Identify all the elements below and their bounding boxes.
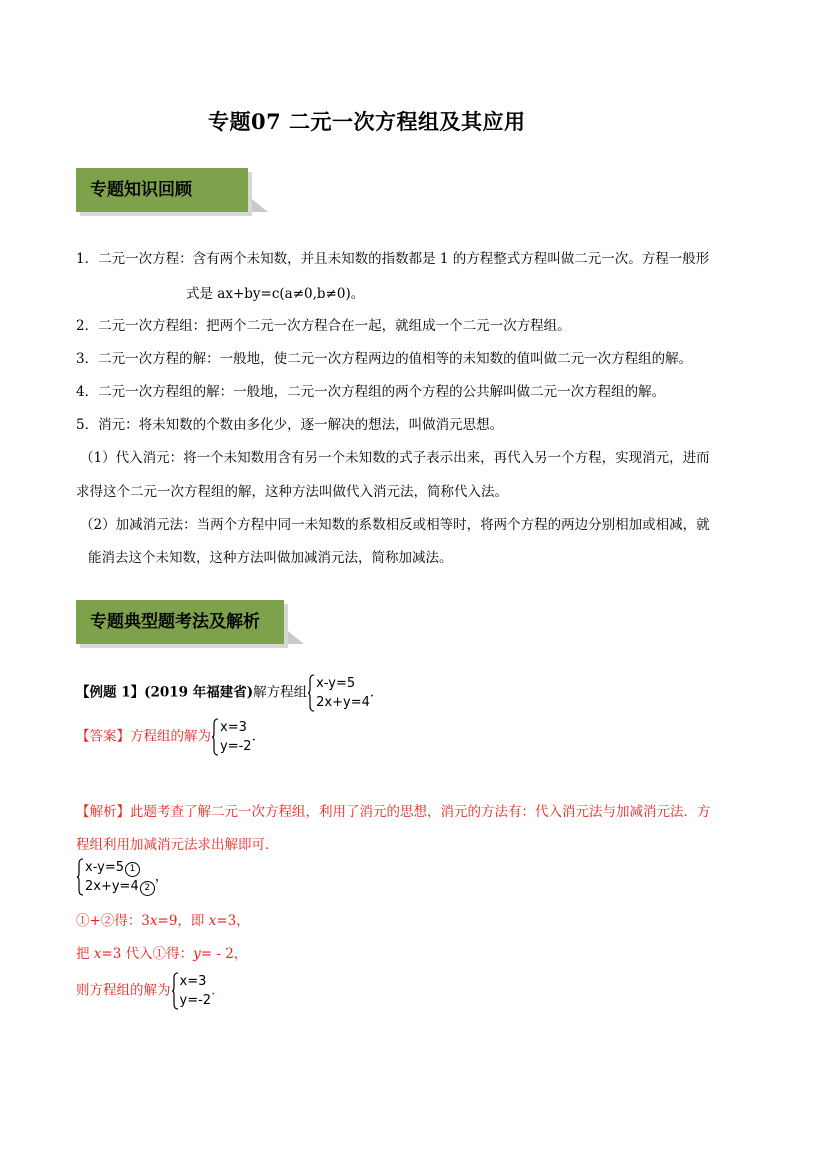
brace-icon (171, 972, 179, 1010)
item-5-1: （1）代入消元：将一个未知数用含有另一个未知数的式子表示出来，再代入另一个方程，实现消元，进而 (80, 450, 710, 466)
analysis-label: 【解析】 (76, 804, 130, 820)
analysis-line1 (76, 801, 711, 823)
analysis-step-3 (76, 972, 215, 1010)
banner-tail (284, 628, 304, 644)
analysis-conclusion: 则方程组的解为 (76, 982, 171, 999)
analysis-system-brace (76, 858, 155, 896)
circled-number-2: 2 (140, 881, 155, 896)
item-4: 4．二元一次方程组的解：一般地，二元一次方程组的两个方程的公共解叫做二元一次方程组的解。 (76, 384, 666, 400)
example-eq2: 2x+y=4 (316, 695, 370, 710)
section-banner-examples (76, 600, 284, 644)
banner-label: 专题知识回顾 (76, 168, 248, 212)
item-1-cont: 式是 ax+by=c(a≠0,b≠0)。 (186, 286, 365, 302)
item-5: 5．消元：将未知数的个数由多化少，逐一解决的想法，叫做消元思想。 (76, 417, 504, 433)
page-title: 专题07 二元一次方程组及其应用 (208, 109, 526, 134)
result-system (171, 972, 212, 1010)
analysis-step-2: 把 x=3 代入①得：y= - 2， (76, 946, 248, 962)
item-5-2-cont: 能消去这个未知数，这种方法叫做加减消元法，简称加减法。 (88, 550, 453, 566)
answer (76, 718, 256, 756)
answer-end: . (251, 728, 256, 745)
analysis-eq1: x-y=5 1 (85, 858, 155, 877)
section-banner-review (76, 168, 248, 212)
answer-eq1: x=3 (220, 720, 247, 735)
example-eq1: x-y=5 (316, 676, 356, 691)
analysis-eq2: 2x+y=4 2 (85, 877, 155, 896)
analysis-system (76, 858, 168, 896)
item-5-1-cont: 求得这个二元一次方程组的解，这种方法叫做代入消元法，简称代入法。 (76, 484, 508, 500)
example-end: . (369, 684, 375, 701)
analysis-text-1: 此题考查了解二元一次方程组，利用了消元的思想，消元的方法有：代入消元法与加减消元法．方 (130, 804, 711, 820)
analysis-line2: 程组利用加减消元法求出解即可． (76, 837, 279, 853)
brace-icon (211, 718, 219, 756)
answer-system (211, 718, 252, 756)
item-5-2: （2）加减消元法：当两个方程中同一未知数的系数相反或相等时，将两个方程的两边分别相加或相减，就 (80, 517, 710, 533)
analysis-step-1: ①+②得：3x=9，即 x=3， (76, 913, 250, 929)
brace-icon (76, 858, 84, 896)
answer-text: 方程组的解为 (130, 728, 211, 745)
circled-number-1: 1 (125, 862, 140, 877)
example-1 (76, 674, 374, 712)
result-eq2: y=-2 (179, 993, 212, 1008)
item-1: 1．二元一次方程：含有两个未知数，并且未知数的指数都是 1 的方程整式方程叫做二元一次。方程一般形 (76, 251, 710, 267)
brace-icon (307, 674, 315, 712)
example-source: (2019 年福建省) (144, 684, 254, 701)
example-prompt: 解方程组 (253, 684, 308, 701)
banner-tail (248, 196, 268, 212)
example-system (307, 674, 370, 712)
example-label: 【例题 1】 (76, 684, 145, 701)
banner-label: 专题典型题考法及解析 (76, 600, 284, 644)
item-3: 3．二元一次方程的解：一般地，使二元一次方程两边的值相等的未知数的值叫做二元一次方程组的解。 (76, 351, 693, 367)
answer-eq2: y=-2 (220, 739, 252, 754)
analysis-system-end: ， (154, 868, 169, 885)
result-end: . (211, 982, 216, 999)
item-2: 2．二元一次方程组：把两个二元一次方程合在一起，就组成一个二元一次方程组。 (76, 318, 571, 334)
answer-label: 【答案】 (76, 728, 130, 745)
result-eq1: x=3 (179, 974, 207, 989)
